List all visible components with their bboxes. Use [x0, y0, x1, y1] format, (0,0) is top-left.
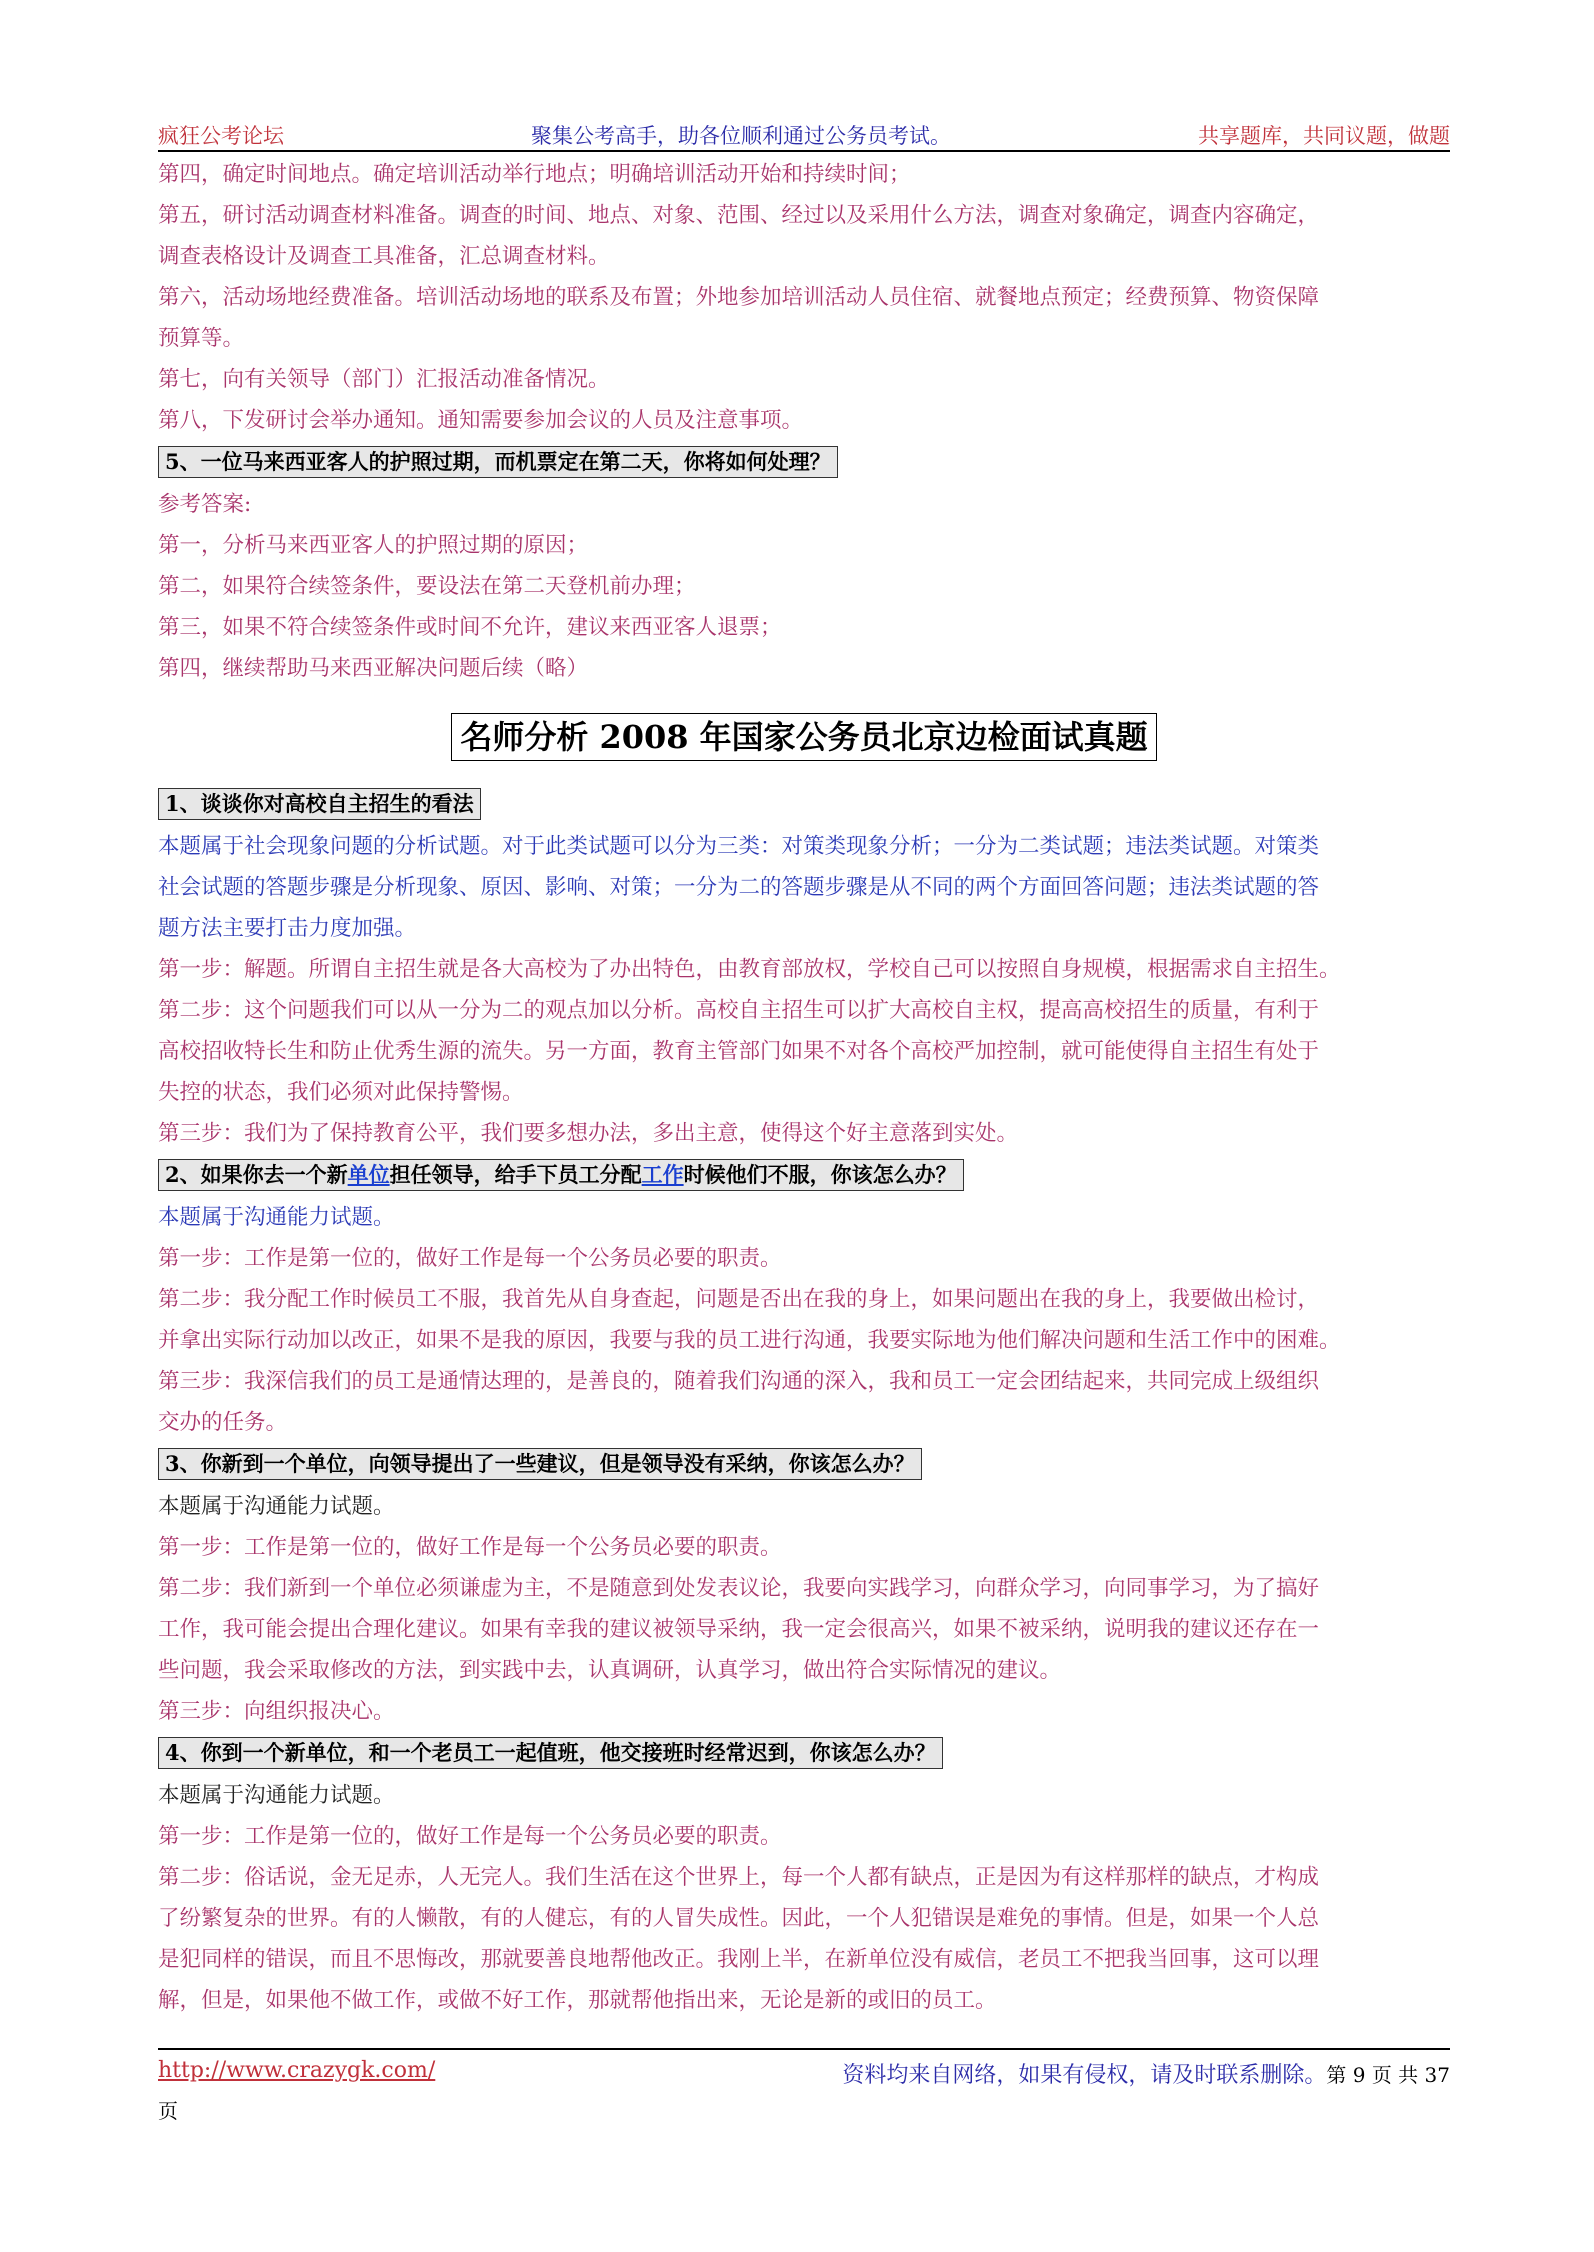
- answer-line: 第三步：我们为了保持教育公平，我们要多想办法，多出主意，使得这个好主意落到实处。: [158, 1121, 1019, 1146]
- answer-line: 第三步：我深信我们的员工是通情达理的，是善良的，随着我们沟通的深入，我和员工一定会团结起来，共同完成上级组织: [158, 1369, 1320, 1394]
- page-header: [158, 112, 1450, 152]
- footer-url-link[interactable]: http://www.crazygk.com/: [158, 2058, 436, 2083]
- header-right: 共享题库，共同议题，做题: [1198, 124, 1450, 148]
- question-5-heading: 5、一位马来西亚客人的护照过期，而机票定在第二天，你将如何处理？: [158, 446, 838, 478]
- question-2-text: 时候他们不服，你该怎么办？: [683, 1162, 957, 1187]
- answer-line: 参考答案:: [158, 492, 252, 517]
- answer-line: 第二，如果符合续签条件，要设法在第二天登机前办理；: [158, 574, 696, 599]
- question-4-heading: 4、你到一个新单位，和一个老员工一起值班，他交接班时经常迟到，你该怎么办？: [158, 1737, 943, 1769]
- question-1-heading: 1、谈谈你对高校自主招生的看法: [158, 788, 481, 820]
- question-2-heading: [158, 1159, 964, 1191]
- answer-line: 第四，继续帮助马来西亚解决问题后续（略）: [158, 656, 589, 681]
- question-type-line: 本题属于沟通能力试题。: [158, 1783, 395, 1808]
- answer-line: 第二步：俗话说，金无足赤，人无完人。我们生活在这个世界上，每一个人都有缺点，正是因为有这样那样的缺点，才构成: [158, 1865, 1320, 1890]
- answer-line: 第一步：工作是第一位的，做好工作是每一个公务员必要的职责。: [158, 1535, 782, 1560]
- answer-line: 高校招收特长生和防止优秀生源的流失。另一方面，教育主管部门如果不对各个高校严加控制，就可能使得自主招生有处于: [158, 1039, 1320, 1064]
- link-gongzuo[interactable]: 工作: [641, 1162, 684, 1187]
- answer-line: 工作，我可能会提出合理化建议。如果有幸我的建议被领导采纳，我一定会很高兴，如果不被采纳，说明我的建议还存在一: [158, 1617, 1320, 1642]
- intro-line: 第四，确定时间地点。确定培训活动举行地点；明确培训活动开始和持续时间；: [158, 162, 911, 187]
- answer-line: 失控的状态，我们必须对此保持警惕。: [158, 1080, 524, 1105]
- analysis-line: 社会试题的答题步骤是分析现象、原因、影响、对策；一分为二的答题步骤是从不同的两个方面回答问题；违法类试题的答: [158, 875, 1320, 900]
- question-2-text: 2、如果你去一个新: [165, 1162, 348, 1187]
- intro-line: 第五，研讨活动调查材料准备。调查的时间、地点、对象、范围、经过以及采用什么方法，调查对象确定，调查内容确定，: [158, 203, 1320, 228]
- question-type-line: 本题属于沟通能力试题。: [158, 1494, 395, 1519]
- answer-line: 些问题，我会采取修改的方法，到实践中去，认真调研，认真学习，做出符合实际情况的建议。: [158, 1658, 1062, 1683]
- answer-line: 了纷繁复杂的世界。有的人懒散，有的人健忘，有的人冒失成性。因此，一个人犯错误是难免的事情。但是，如果一个人总: [158, 1906, 1320, 1931]
- question-3-heading: 3、你新到一个单位，向领导提出了一些建议，但是领导没有采纳，你该怎么办？: [158, 1448, 922, 1480]
- analysis-line: 题方法主要打击力度加强。: [158, 916, 417, 941]
- answer-line: 第二步：这个问题我们可以从一分为二的观点加以分析。高校自主招生可以扩大高校自主权，提高高校招生的质量，有利于: [158, 998, 1320, 1023]
- header-left: 疯狂公考论坛: [158, 124, 284, 148]
- answer-line: 第一步：工作是第一位的，做好工作是每一个公务员必要的职责。: [158, 1246, 782, 1271]
- intro-line: 第六，活动场地经费准备。培训活动场地的联系及布置；外地参加培训活动人员住宿、就餐地点预定；经费预算、物资保障: [158, 285, 1320, 310]
- footer-notice-text: 资料均来自网络，如果有侵权，请及时联系删除。: [842, 2063, 1327, 2088]
- answer-line: 第一，分析马来西亚客人的护照过期的原因；: [158, 533, 589, 558]
- intro-line: 第八，下发研讨会举办通知。通知需要参加会议的人员及注意事项。: [158, 408, 804, 433]
- link-danwei[interactable]: 单位: [347, 1162, 390, 1187]
- answer-line: 解，但是，如果他不做工作，或做不好工作，那就帮他指出来，无论是新的或旧的员工。: [158, 1988, 997, 2013]
- answer-line: 是犯同样的错误，而且不思悔改，那就要善良地帮他改正。我刚上半，在新单位没有威信，老员工不把我当回事，这可以理: [158, 1947, 1320, 1972]
- document-page: [158, 112, 1450, 2021]
- answer-line: 第一步：解题。所谓自主招生就是各大高校为了办出特色，由教育部放权，学校自己可以按照自身规模，根据需求自主招生。: [158, 957, 1341, 982]
- answer-line: 第二步：我分配工作时候员工不服，我首先从自身查起，问题是否出在我的身上，如果问题出在我的身上，我要做出检讨，: [158, 1287, 1320, 1312]
- answer-line: 第二步：我们新到一个单位必须谦虚为主，不是随意到处发表议论，我要向实践学习，向群众学习，向同事学习，为了搞好: [158, 1576, 1320, 1601]
- answer-line: 并拿出实际行动加以改正，如果不是我的原因，我要与我的员工进行沟通，我要实际地为他们解决问题和生活工作中的困难。: [158, 1328, 1341, 1353]
- header-center: 聚集公考高手，助各位顺利通过公务员考试。: [531, 124, 951, 148]
- analysis-line: 本题属于社会现象问题的分析试题。对于此类试题可以分为三类：对策类现象分析；一分为二类试题；违法类试题。对策类: [158, 834, 1320, 859]
- section-title: 名师分析 2008 年国家公务员北京边检面试真题: [451, 713, 1156, 761]
- footer-notice: [842, 2058, 1450, 2089]
- answer-line: 第三步：向组织报决心。: [158, 1699, 395, 1724]
- intro-line: 第七，向有关领导（部门）汇报活动准备情况。: [158, 367, 610, 392]
- intro-line: 预算等。: [158, 326, 245, 351]
- page-footer: [158, 2048, 1450, 2124]
- answer-line: 第三，如果不符合续签条件或时间不允许，建议来西亚客人退票；: [158, 615, 782, 640]
- page-number-tail: 页: [158, 2099, 178, 2123]
- page-body: [158, 152, 1450, 2021]
- intro-line: 调查表格设计及调查工具准备，汇总调查材料。: [158, 244, 610, 269]
- question-type-line: 本题属于沟通能力试题。: [158, 1205, 395, 1230]
- question-2-text: 担任领导，给手下员工分配: [389, 1162, 642, 1187]
- answer-line: 第一步：工作是第一位的，做好工作是每一个公务员必要的职责。: [158, 1824, 782, 1849]
- page-number: 第 9 页 共 37: [1326, 2063, 1450, 2087]
- answer-line: 交办的任务。: [158, 1410, 288, 1435]
